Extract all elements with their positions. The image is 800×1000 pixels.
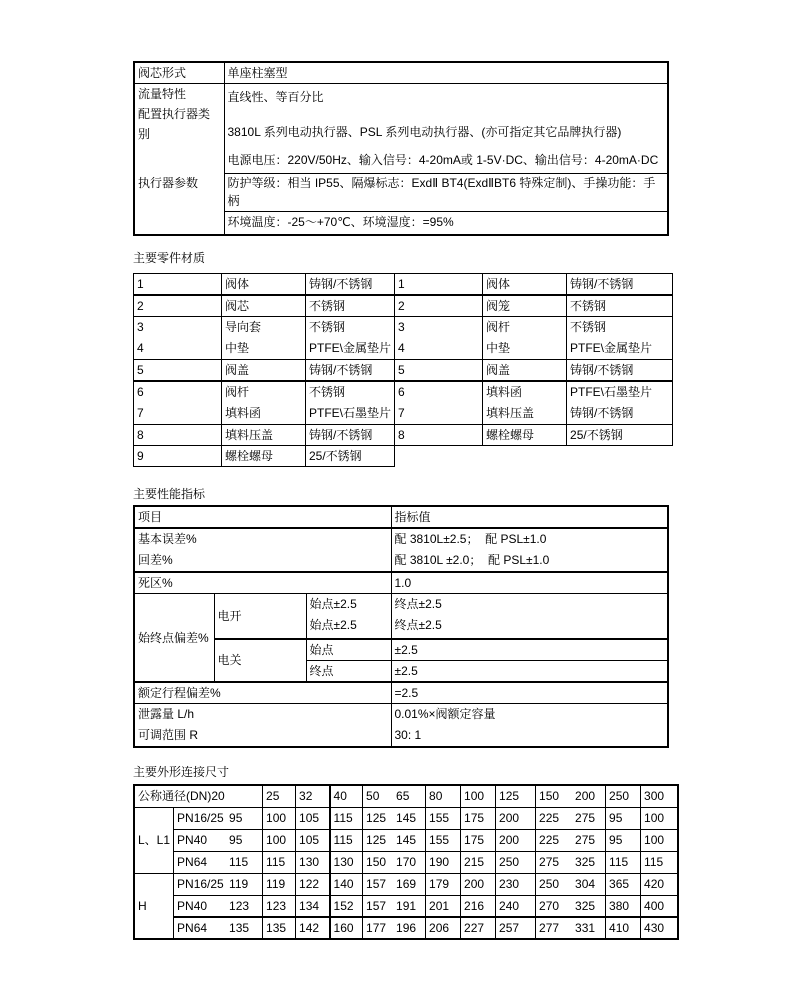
mat-part: 填料函 填料压盖 [483,381,567,425]
mat-material: 不锈钢 [567,295,673,317]
mat-part: 导向套 中垫 [222,317,306,360]
spec-core-label: 阀芯形式 [134,62,224,84]
mat-no: 6 7 [134,381,222,425]
dn-col-20: 20 [211,789,225,803]
mat-no: 1 [134,274,222,296]
dim-value: 115 [606,851,641,873]
mat-no: 3 4 [395,317,483,360]
mat-no: 5 [395,360,483,382]
dim-value: 200 [496,807,536,829]
dim-value-pair: 277 331 [536,917,606,939]
dim-value: 380 [606,895,641,917]
dim-value-pair: 157 191 [363,895,426,917]
mat-material: 不锈钢 [306,295,395,317]
pn-cell: PN40 123 [174,895,263,917]
dim-value: 216 [461,895,496,917]
dim-value: 100 [263,807,296,829]
perf-leak-range-labels: 泄露量 L/h 可调范围 R [134,704,391,748]
dim-value-pair: 125 145 [363,829,426,851]
dim-value-pair: 270 325 [536,895,606,917]
dim-value: 122 [296,873,330,895]
dimensions-title: 主要外形连接尺寸 [133,765,230,779]
mat-material: 铸钢/不锈钢 [306,274,395,296]
dim-value: 105 [296,829,330,851]
dn-label: 公称通径(DN) [138,789,212,803]
perf-open-label: 电开 [214,594,306,639]
pn-cell: PN16/25 95 [174,807,263,829]
dim-value: 230 [496,873,536,895]
pn-cell: PN40 95 [174,829,263,851]
dim-value: 95 [606,807,641,829]
dim-value: 115 [263,851,296,873]
dim-value: 215 [461,851,496,873]
mat-part: 阀芯 [222,295,306,317]
pn-cell: PN16/25 119 [174,873,263,895]
mat-empty-cell [395,446,673,467]
dim-value: 250 [496,851,536,873]
mat-part: 阀盖 [483,360,567,382]
dn-col: 300 [641,785,678,807]
dim-value: 105 [296,807,330,829]
dim-value-pair: 225 275 [536,807,606,829]
spec-table [133,61,669,236]
perf-close-start-value: ±2.5 [391,639,668,661]
perf-deviation-label: 始终点偏差% [134,594,214,683]
mat-part: 阀杆 中垫 [483,317,567,360]
dn-col-pair: 150 200 [536,785,606,807]
dim-value: 142 [296,917,330,939]
dim-value: 115 [330,807,363,829]
mat-part: 螺栓螺母 [483,425,567,446]
mat-material: 铸钢/不锈钢 [567,274,673,296]
dimensions-table [133,784,679,940]
perf-error-values: 配 3810L±2.5； 配 PSL±1.0 配 3810L ±2.0； 配 PSL±1.0 [391,528,668,572]
mat-no: 9 [134,446,222,467]
mat-material: PTFE\石墨垫片 铸钢/不锈钢 [567,381,673,425]
dn-col: 80 [426,785,461,807]
dim-value-pair: 275 325 [536,851,606,873]
mat-part: 阀体 [483,274,567,296]
dn-col: 32 [296,785,330,807]
mat-part: 填料压盖 [222,425,306,446]
perf-deadzone-label: 死区% [134,572,391,594]
dn-col-pair: 50 65 [363,785,426,807]
perf-deadzone-value: 1.0 [391,572,668,594]
dim-value: 134 [296,895,330,917]
dim-value: 175 [461,829,496,851]
dim-value: 410 [606,917,641,939]
perf-open-end: 终点±2.5 终点±2.5 [391,594,668,639]
dim-value: 257 [496,917,536,939]
mat-material: 25/不锈钢 [567,425,673,446]
mat-material: 铸钢/不锈钢 [306,360,395,382]
dim-value-pair: 250 304 [536,873,606,895]
dim-value: 200 [496,829,536,851]
dn-col: 125 [496,785,536,807]
dim-value: 100 [263,829,296,851]
dim-value: 240 [496,895,536,917]
perf-close-start-label: 始点 [306,639,391,661]
mat-part: 阀盖 [222,360,306,382]
spec-core-value: 单座柱塞型 [224,62,668,84]
perf-header-item: 项目 [134,506,391,528]
perf-travel-value: =2.5 [391,682,668,704]
env-value: 环境温度：-25～+70℃、环境湿度：=95% [224,212,668,235]
dn-header-cell [134,785,263,807]
dim-value: 200 [461,873,496,895]
perf-open-start: 始点±2.5 始点±2.5 [306,594,391,639]
dim-value: 152 [330,895,363,917]
mat-material: 不锈钢 PTFE\金属垫片 [567,317,673,360]
materials-table [133,273,673,467]
dn-col: 100 [461,785,496,807]
dim-value: 95 [606,829,641,851]
materials-title: 主要零件材质 [133,251,206,265]
dim-value: 179 [426,873,461,895]
perf-travel-label: 额定行程偏差% [134,682,391,704]
power-value: 电源电压：220V/50Hz、输入信号：4-20mA或 1-5V·DC、输出信号：4-20mA·DC [227,153,659,167]
dim-value: 400 [641,895,678,917]
mat-no: 2 [134,295,222,317]
mat-material: 不锈钢 PTFE\金属垫片 [306,317,395,360]
mat-no: 2 [395,295,483,317]
perf-close-label: 电关 [214,639,306,683]
mat-part: 螺栓螺母 [222,446,306,467]
mat-material: 25/不锈钢 [306,446,395,467]
group-label-l: L、L1 [134,807,174,873]
dim-value: 420 [641,873,678,895]
mat-material: 铸钢/不锈钢 [306,425,395,446]
mat-part: 阀笼 [483,295,567,317]
dim-value: 206 [426,917,461,939]
dim-value: 227 [461,917,496,939]
performance-title: 主要性能指标 [133,487,206,501]
dim-value: 115 [330,829,363,851]
perf-header-value: 指标值 [391,506,668,528]
dim-value-pair: 157 169 [363,873,426,895]
dim-value-pair: 125 145 [363,807,426,829]
dn-col: 25 [263,785,296,807]
mat-part: 阀杆 填料函 [222,381,306,425]
group-label-h: H [134,873,174,939]
mat-material: 不锈钢 PTFE\石墨垫片 [306,381,395,425]
perf-leak-range-values: 0.01%×阀额定容量 30: 1 [391,704,668,748]
dim-value: 135 [263,917,296,939]
actuator-param-label: 执行器参数 [138,176,199,190]
dim-value-pair: 225 275 [536,829,606,851]
dim-value: 430 [641,917,678,939]
mat-material: 铸钢/不锈钢 [567,360,673,382]
dim-value-pair: 150 170 [363,851,426,873]
dim-value: 115 [641,851,678,873]
dn-col: 250 [606,785,641,807]
dim-value-pair: 177 196 [363,917,426,939]
dim-value: 123 [263,895,296,917]
dim-value: 190 [426,851,461,873]
mat-no: 1 [395,274,483,296]
pn-cell: PN64 135 [174,917,263,939]
actuator-value: 3810L 系列电动执行器、PSL 系列电动执行器、(亦可指定其它品牌执行器) [227,125,622,139]
dim-value: 119 [263,873,296,895]
mat-part: 阀体 [222,274,306,296]
dim-value: 130 [330,851,363,873]
pn-cell: PN64 115 [174,851,263,873]
spec-flow-actuator-cell [224,84,668,174]
mat-no: 5 [134,360,222,382]
dim-value: 160 [330,917,363,939]
flow-value: 直线性、等百分比 [227,90,324,104]
spec-left-label-cell [134,84,224,235]
perf-close-end-label: 终点 [306,661,391,683]
dim-value: 155 [426,829,461,851]
actuator-class-label: 配置执行器类别 [138,107,211,141]
performance-table [133,505,669,748]
dim-value: 100 [641,829,678,851]
dim-value: 130 [296,851,330,873]
protection-value: 防护等级：相当 IP55、隔爆标志：ExdⅡ BT4(ExdⅡBT6 特殊定制)、手操功能：手柄 [224,174,668,212]
dim-value: 100 [641,807,678,829]
dim-value: 140 [330,873,363,895]
mat-no: 3 4 [134,317,222,360]
perf-error-labels: 基本误差% 回差% [134,528,391,572]
mat-no: 6 7 [395,381,483,425]
mat-no: 8 [134,425,222,446]
dim-value: 155 [426,807,461,829]
dim-value: 201 [426,895,461,917]
perf-close-end-value: ±2.5 [391,661,668,683]
flow-label: 流量特性 [138,87,187,101]
dim-value: 365 [606,873,641,895]
mat-no: 8 [395,425,483,446]
dim-value: 175 [461,807,496,829]
dn-col: 40 [330,785,363,807]
